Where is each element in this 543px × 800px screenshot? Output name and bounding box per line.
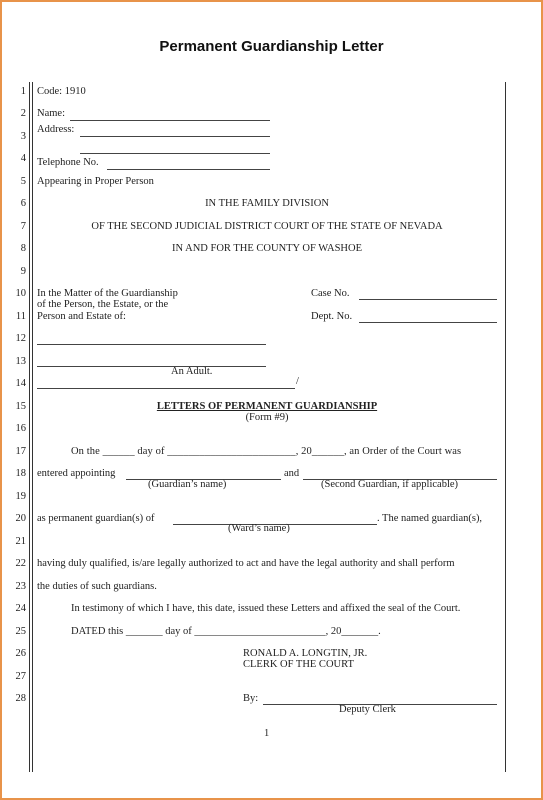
permanent-guardian-label: as permanent guardian(s) of: [37, 513, 155, 524]
clerk-title: CLERK OF THE COURT: [243, 659, 354, 670]
ward-name-caption: (Ward’s name): [228, 523, 290, 534]
form-number: (Form #9): [245, 412, 289, 423]
by-label: By:: [243, 693, 259, 704]
line-number: 23: [15, 581, 26, 592]
left-margin-line-outer: [29, 82, 30, 772]
an-adult-label: An Adult.: [171, 366, 213, 377]
case-number-field[interactable]: [359, 299, 497, 300]
line-number: 9: [20, 266, 26, 277]
line-number: 6: [20, 198, 26, 209]
clerk-name: RONALD A. LONGTIN, JR.: [243, 648, 368, 659]
line-number: 11: [15, 311, 26, 322]
person-name-field-2[interactable]: [37, 366, 266, 367]
testimony-sentence: In testimony of which I have, this date, issued these Letters and affixed the seal of the Court.: [71, 603, 461, 614]
page-number: 1: [264, 728, 270, 739]
line-number: 24: [15, 603, 26, 614]
line-number: 22: [15, 558, 26, 569]
court-name: OF THE SECOND JUDICIAL DISTRICT COURT OF THE STATE OF NEVADA: [91, 221, 443, 232]
guardian-name-caption: (Guardian’s name): [148, 479, 227, 490]
and-label: and: [284, 468, 300, 479]
left-margin-line-inner: [32, 82, 33, 772]
line-number: 5: [20, 176, 26, 187]
order-sentence: On the ______ day of ________________________, 20______, an Order of the Court was: [71, 446, 462, 457]
line-number: 16: [15, 423, 26, 434]
matter-line-3: Person and Estate of:: [37, 311, 126, 322]
line-number: 10: [15, 288, 26, 299]
line-number: 8: [20, 243, 26, 254]
line-number: 12: [15, 333, 26, 344]
line-number: 27: [15, 671, 26, 682]
caption-slash: /: [296, 376, 299, 387]
line-number: 26: [15, 648, 26, 659]
telephone-label: Telephone No.: [37, 157, 99, 168]
court-county: IN AND FOR THE COUNTY OF WASHOE: [172, 243, 362, 254]
telephone-field[interactable]: [107, 169, 270, 170]
right-margin-line: [505, 82, 506, 772]
caption-closing-line: [37, 388, 295, 389]
person-name-field-1[interactable]: [37, 344, 266, 345]
duties-sentence: the duties of such guardians.: [37, 581, 157, 592]
line-number: 25: [15, 626, 26, 637]
dept-number-label: Dept. No.: [311, 311, 353, 322]
address-field-2[interactable]: [80, 153, 270, 154]
dept-number-field[interactable]: [359, 322, 497, 323]
matter-line-1: In the Matter of the Guardianship: [37, 288, 178, 299]
name-field[interactable]: [70, 120, 270, 121]
line-number: 4: [20, 153, 26, 164]
line-number: 17: [15, 446, 26, 457]
address-field-1[interactable]: [80, 136, 270, 137]
document-title: Permanent Guardianship Letter: [159, 38, 384, 55]
address-label: Address:: [37, 124, 75, 135]
case-number-label: Case No.: [311, 288, 350, 299]
entered-appointing-label: entered appointing: [37, 468, 116, 479]
dated-line: DATED this _______ day of _________________________, 20_______.: [71, 626, 381, 637]
letters-heading: LETTERS OF PERMANENT GUARDIANSHIP: [156, 401, 378, 412]
second-guardian-caption: (Second Guardian, if applicable): [321, 479, 459, 490]
line-number: 1: [20, 86, 26, 97]
name-label: Name:: [37, 108, 65, 119]
code-label: Code: 1910: [37, 86, 86, 97]
line-number: 2: [20, 108, 26, 119]
matter-line-2: of the Person, the Estate, or the: [37, 299, 169, 310]
line-number: 18: [15, 468, 26, 479]
line-number: 13: [15, 356, 26, 367]
line-number: 21: [15, 536, 26, 547]
authority-sentence: having duly qualified, is/are legally authorized to act and have the legal authority and shall perform: [37, 558, 455, 569]
line-number: 7: [20, 221, 26, 232]
line-number: 19: [15, 491, 26, 502]
line-number: 14: [15, 378, 26, 389]
court-division: IN THE FAMILY DIVISION: [205, 198, 329, 209]
named-guardians-text: . The named guardian(s),: [377, 513, 483, 524]
line-number: 15: [15, 401, 26, 412]
line-number: 28: [15, 693, 26, 704]
appearing-text: Appearing in Proper Person: [37, 176, 154, 187]
deputy-clerk-label: Deputy Clerk: [339, 704, 396, 715]
line-number: 20: [15, 513, 26, 524]
line-number: 3: [20, 131, 26, 142]
